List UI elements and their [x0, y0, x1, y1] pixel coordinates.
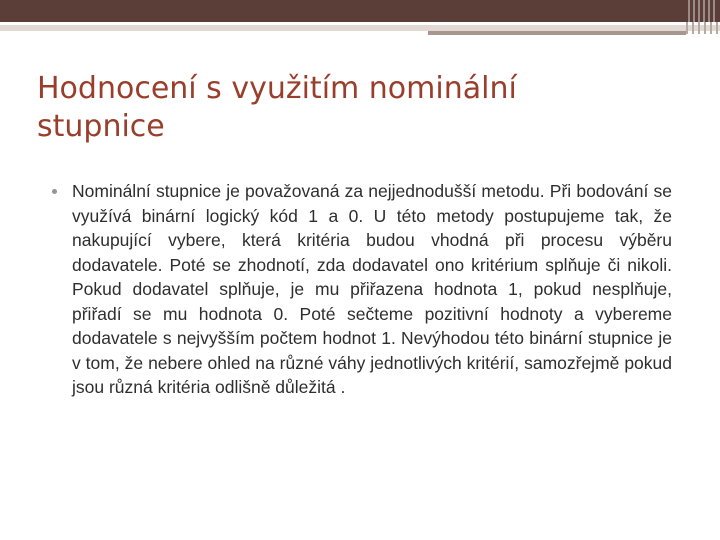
slide-content — [52, 179, 672, 400]
bullet-text: Nominální stupnice je považovaná za nejjednodušší metodu. Při bodování se využívá binární logický kód 1 a 0. U této metody postupujeme tak, že nakupující vybere, která kritéria budou vhodná při procesu výběru dodavatele. Poté se zhodnotí, zda dodavatel ono kritérium splňuje či nikoli. Pokud dodavatel splňuje, je mu přiřazena hodnota 1, pokud nesplňuje, přiřadí se mu hodnota 0. Poté sečteme pozitivní hodnoty a vybereme dodavatele s nejvyšším počtem hodnot 1. Nevýhodou této binární stupnice je v tom, že nebere ohled na různé váhy jednotlivých kritérií, samozřejmě pokud jsou různá kritéria odlišně důležitá . — [72, 181, 672, 397]
slide-title: Hodnocení s využitím nominální stupnice — [37, 71, 517, 144]
accent-band — [0, 25, 720, 31]
right-decor-lines — [686, 22, 720, 34]
header-band — [0, 0, 720, 22]
bullet-icon — [52, 189, 57, 194]
bullet-item — [52, 179, 672, 400]
header-decor-lines — [688, 0, 720, 22]
